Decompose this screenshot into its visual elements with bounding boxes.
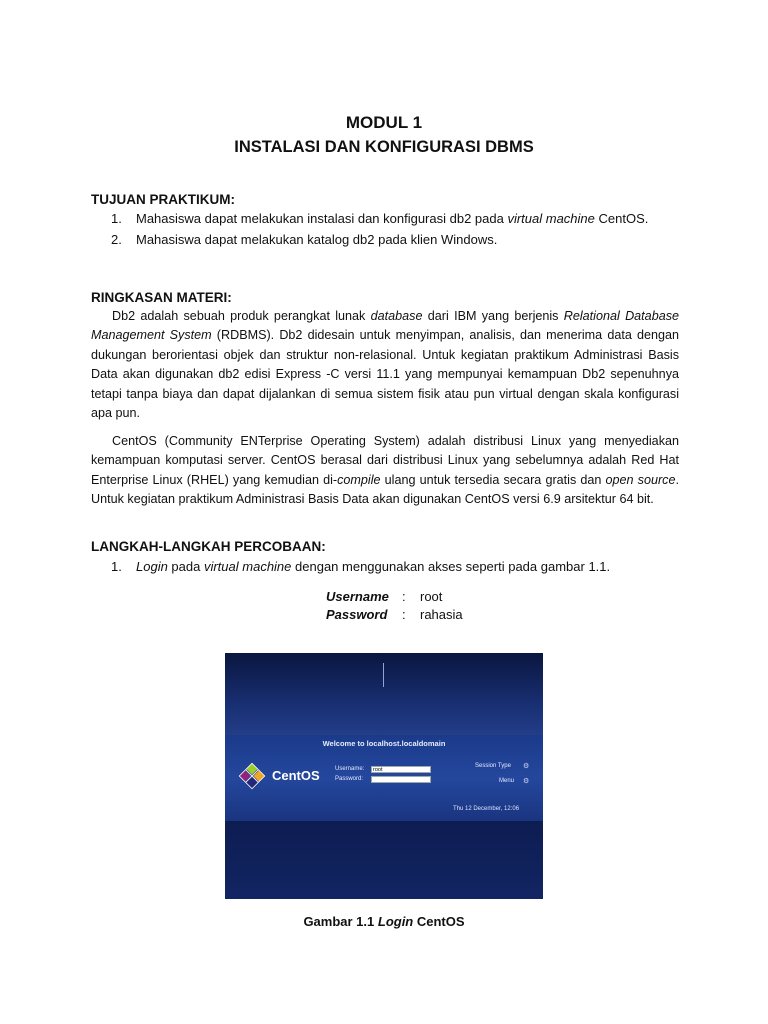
session-gear-icon[interactable]: ⚙ (523, 763, 530, 770)
login-date: Thu 12 December, 12:06 (453, 806, 520, 812)
centos-login-screenshot (225, 653, 543, 899)
username-field[interactable]: root (371, 766, 431, 773)
langkah-list (111, 556, 701, 577)
centos-logo-icon (237, 761, 267, 791)
module-subtitle: INSTALASI DAN KONFIGURASI DBMS (234, 138, 534, 156)
credential-password: Password : rahasia (326, 607, 463, 622)
ringkasan-heading: RINGKASAN MATERI: (91, 290, 232, 305)
langkah-heading: LANGKAH-LANGKAH PERCOBAAN: (91, 539, 326, 554)
ringkasan-paragraph-2: CentOS (Community ENTerprise Operating System) adalah distribusi Linux yang menyediakan kemampuan komputasi server. CentOS berasal dari distribusi Linux yang sebelumnya adalah Red Hat Enterprise Linux (RHEL) yang kemudian di-compile ulang untuk tersedia secara gratis dan open source. Untuk kegiatan praktikum Administrasi Basis Data akan digunakan CentOS versi 6.9 arsitektur 64 bit. (91, 434, 679, 507)
tujuan-item-1: 1. Mahasiswa dapat melakukan instalasi dan konfigurasi db2 pada virtual machine CentOS. (111, 211, 649, 226)
username-label: Username: (335, 766, 365, 772)
langkah-item-1: 1. Login pada virtual machine dengan menggunakan akses seperti pada gambar 1.1. (111, 559, 611, 574)
password-field[interactable] (371, 776, 431, 783)
figure-caption: Gambar 1.1 Login CentOS (303, 914, 465, 929)
credential-username: Username : root (326, 589, 443, 604)
module-title: MODUL 1 (345, 113, 423, 132)
tujuan-list (111, 208, 701, 250)
tujuan-heading: TUJUAN PRAKTIKUM: (91, 192, 235, 207)
menu-gear-icon[interactable]: ⚙ (523, 778, 530, 785)
password-label: Password: (335, 776, 364, 782)
menu-label[interactable]: Menu (499, 778, 515, 784)
centos-brand: CentOS (272, 768, 320, 783)
tujuan-item-2: 2. Mahasiswa dapat melakukan katalog db2 pada klien Windows. (111, 232, 498, 247)
session-type-label[interactable]: Session Type (475, 763, 511, 769)
welcome-text: Welcome to localhost.localdomain (322, 739, 446, 748)
ringkasan-paragraph-1: Db2 adalah sebuah produk perangkat lunak database dari IBM yang berjenis Relational Database Management System (RDBMS). Db2 didesain untuk menyimpan, analisis, dan menerima data dengan dukungan berorientasi objek dan struktur non-relasional. Untuk kegiatan praktikum Administrasi Basis Data akan digunakan db2 edisi Express -C versi 11.1 yang mempunyai kemampuan Db2 sepenuhnya tetapi tanpa biaya dan dapat dijalankan di semua sistem fisik atau pun virtual dengan skala konfigurasi apa pun. (91, 309, 680, 421)
